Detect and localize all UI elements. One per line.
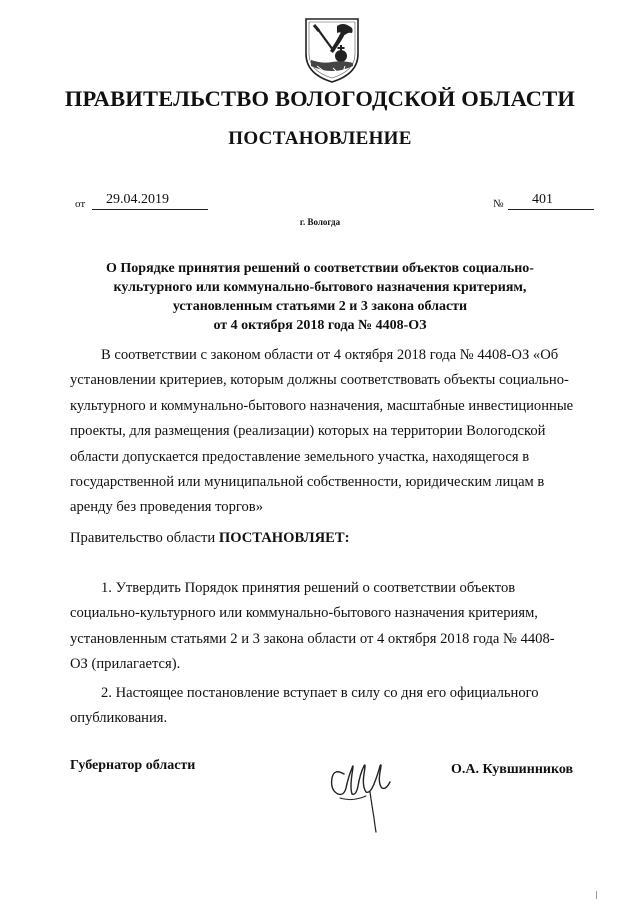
subject-line: О Порядке принятия решений о соответствии объектов социально- [106, 261, 534, 276]
document-number: 401 [508, 192, 594, 210]
paragraph-line: В соответствии с законом области от 4 октября 2018 года № 4408-ОЗ «Об [101, 347, 559, 363]
resolution-text: Правительство области [70, 530, 219, 546]
handwritten-signature-icon [322, 738, 402, 834]
document-type-title: ПОСТАНОВЛЕНИЕ [228, 128, 412, 149]
resolution-keyword: ПОСТАНОВЛЯЕТ: [218, 530, 350, 546]
paragraph-line: установлении критериев, которым должны соответствовать объекты социально- [70, 372, 569, 389]
preamble-paragraph [70, 343, 600, 521]
document-date: 29.04.2019 [92, 192, 208, 210]
paragraph-line: культурного и коммунально-бытового назначения, масштабные инвестиционные [70, 397, 574, 414]
signatory-name: О.А. Кувшинников [451, 762, 574, 777]
city-label: г. Вологда [299, 217, 341, 227]
subject-line: культурного или коммунально-бытового назначения критериям, [113, 280, 527, 295]
subject-line: установленным статьями 2 и 3 закона области [172, 299, 468, 314]
document-subject [60, 259, 580, 335]
government-title: ПРАВИТЕЛЬСТВО ВОЛОГОДСКОЙ ОБЛАСТИ [64, 86, 576, 111]
paragraph-line: государственной или муниципальной собственности, юридическим лицам в [70, 474, 545, 491]
date-prefix: от [75, 198, 86, 210]
vologda-coat-of-arms-icon [303, 16, 361, 84]
paragraph-line: 1. Утвердить Порядок принятия решений о соответствии объектов [101, 580, 516, 596]
paragraph-line: ОЗ (прилагается). [70, 656, 181, 673]
paragraph-line: 2. Настоящее постановление вступает в силу со дня его официального [101, 685, 539, 701]
paragraph-line: области допускается предоставление земельного участка, находящегося в [70, 448, 530, 465]
paragraph-line: опубликования. [70, 710, 168, 727]
paragraph-line: установленным статьями 2 и 3 закона области от 4 октября 2018 года № 4408- [70, 630, 555, 647]
item-2-paragraph [70, 681, 600, 732]
paragraph-line: социально-культурного или коммунально-бытового назначения критериям, [70, 605, 538, 622]
paragraph-line: аренду без проведения торгов» [70, 499, 263, 516]
subject-line: от 4 октября 2018 года № 4408-ОЗ [213, 318, 427, 333]
resolution-line [70, 527, 349, 549]
signatory-position: Губернатор области [70, 758, 196, 773]
paragraph-line: проекты, для размещения (реализации) которых на территории Вологодской [70, 423, 546, 440]
item-1-paragraph [70, 576, 600, 678]
number-prefix: № [493, 198, 504, 210]
scan-edge-mark [596, 891, 597, 899]
